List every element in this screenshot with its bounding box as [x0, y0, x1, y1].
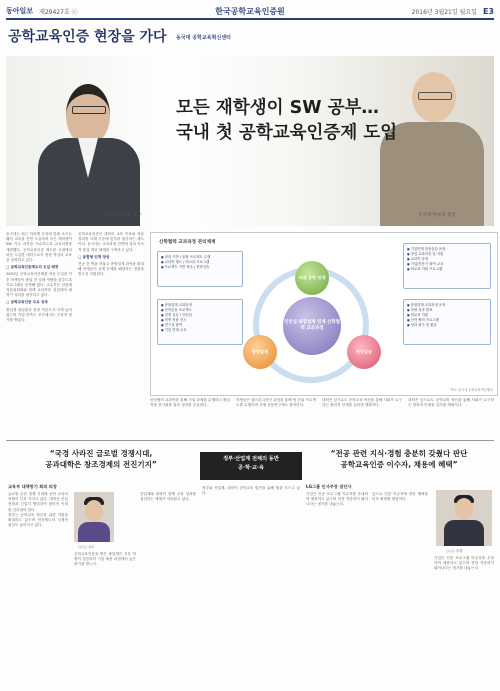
portrait-left — [34, 76, 144, 226]
special-tag: 정부·산업계 전체의 동반 공·학·교·육 — [200, 452, 302, 480]
curriculum-diagram — [150, 232, 498, 396]
masthead-center: 한국공학교육인증원 — [215, 6, 285, 16]
bottom-right-text-3: 기업은 인증 프로그램 이수자를 우대하여 채용하고 있으며 현장 적응력이 뛰어나다는 평가를 내놓는다. — [434, 556, 494, 571]
bottom-left-text-3: 산업계와 대학이 함께 교육 성과를 점검하는 체계가 자리잡고 있다. — [140, 492, 196, 502]
diagram-title: 산학협력 교과과정 관리체계 — [159, 240, 216, 245]
article-column-3: 산학협력 교과목을 통해 기업 과제를 수행하고 졸업 작품 전시회를 열어 성과를 공유한다. — [150, 398, 230, 408]
cycle-node-right: 현장실습 — [347, 335, 381, 369]
masthead-date: 2016년 3월21일 월요일 — [411, 8, 477, 16]
glasses-icon — [72, 106, 106, 114]
bottom-right-headline: “전공 관련 지식·경험 충분히 갖췄다 판단 공학교육인증 이수자, 채용에 혜택” — [330, 449, 468, 469]
diagram-cycle — [239, 263, 387, 391]
cycle-node-top: 미래 공학 인재 — [295, 261, 329, 295]
bottom-left-headline: “국경 사라진 글로벌 경쟁시대, 공과대학은 창조경제의 전진기지” — [45, 449, 157, 469]
diagram-source: 자료: 동국대 공학교육혁신센터 — [449, 388, 493, 392]
diagram-box-bottom-right: ● 종합설계 교과과정 운영 ● 학생 성과 발표 ● 비교과 지원 ● 산학 협력 프로그램 ● 성과 평가 및 환류 — [403, 299, 491, 345]
diagram-box-bottom-left: ● 종합설계 교과과정 ● 산학공동 프로젝트 ● 현장 실습 / 인턴십 ● 학생 작품 전시 ● 연구실 참여 ● 기업 연계 교육 — [157, 299, 243, 345]
diagram-box-top-right: ● 기업연계 현장실습 운영 ● 창업 교과과정 및 지원 ● 교과목 운영 ● 기업/전문가 참여 교육 ● 비교과 지원 프로그램 — [403, 243, 491, 289]
section-divider — [6, 440, 494, 441]
bottom-left-text: 글로벌 무한 경쟁 시대에 공학 교육의 역할이 더욱 커지고 있다. 대학은 산업 현장과 긴밀히 협력하여 창의적 인재를 길러내야 한다. 정부는 공학교육 혁신을 위한 지원을 확대하고 있으며 인증제도의 국제적 위상도 높아지고 있다. — [8, 492, 68, 528]
masthead-brand: 동아일보 — [6, 7, 34, 15]
glasses-icon — [418, 92, 452, 100]
caption-right: 동국대 한보성 총장 — [418, 213, 456, 218]
masthead — [6, 4, 494, 20]
bottom-center-text: 정부와 산업계, 대학이 공학교육 발전을 위해 힘을 모으고 있다. — [202, 486, 300, 496]
bottom-left-portrait — [74, 492, 114, 542]
portrait-left-head — [66, 84, 110, 146]
article-column-1: 동국대는 최근 학과별 특성에 맞춘 소프트웨어 교육을 전면 도입하며 모든 재학생이 SW 기초 과목을 이수하도록 교육과정을 개편했다. 공학교육인증 제도를 국내에서 처음 도입한 대학으로서 현장 중심의 교육을 강화하고 있다. □ 공학교육인증제도의 도입 배경 2001년 공학교육인증제를 처음 도입한 이후 학생들이 졸업 전 설계 역량을 갖추도록 프로그램을 운영해 왔다. 교수진은 산업체 자문위원회와 함께 교과목을 점검하며 매 학기 성과를 평가하고 있다. □ 공학교육인증 주요 성과 졸업생 취업률과 현장 적응도가 크게 높아졌으며 기업 만족도 조사에서도 긍정적 평가를 받았다. — [6, 232, 72, 323]
bottom-left-byline: 교육부 대책방기 회의 의장 — [8, 484, 57, 489]
bottom-right-text-2: 앞으로 인증 이수자에 대한 혜택을 더욱 확대할 방침이다. — [372, 492, 428, 502]
hero-headline — [176, 96, 397, 146]
bottom-left-text-2: 공학교육인증을 받은 졸업생은 기본 역량이 검증되어 기업 채용 과정에서 높은 평가를 받는다. — [74, 552, 136, 567]
bottom-left-portrait-caption: ○○○ 교수 — [78, 545, 95, 549]
bottom-right-portrait — [436, 490, 492, 546]
masthead-issue: 제29427호 ⓒ — [39, 8, 78, 16]
cycle-node-left: 종합설계 — [243, 335, 277, 369]
bottom-right-portrait-caption: ○○○ 부장 — [446, 549, 463, 553]
page-number: E3 — [482, 6, 494, 16]
bottom-right-text: 기업은 인증 프로그램 이수자를 우대하여 채용하고 있으며 현장 적응력이 뛰어나다는 평가를 내놓는다. — [306, 492, 368, 507]
diagram-box-top-left: ● 창의 기반 / 융합 프로젝트 수행 ● 교과목 제도 / 비교과 프로그램 ● 프로젝트 기반 학습 / 현장실습 — [157, 251, 243, 287]
article-column-4: 학생들은 캡스톤디자인 과정을 통해 팀 단위 프로젝트를 수행하며 국제 공동연구에도 참여한다. — [236, 398, 316, 408]
portrait-right — [378, 66, 486, 226]
headline-line-1: 모든 재학생이 SW 공부… — [176, 98, 379, 118]
article-column-6: 대학은 앞으로도 공학교육 혁신을 통해 사회가 요구하는 창의적 인재를 길러낼 계획이다. — [408, 398, 494, 408]
article-column-2: 공학교육인증은 대학의 교육 목표와 학습 성과를 국제 기준에 맞추어 평가하는 제도이다. 동국대는 교육과정 전반에 걸쳐 지속적 품질 개선 체계를 구축하고 있다. □ 융합형 인재 양성 전공 간 벽을 허물고 종합설계 과목을 확대해 학생들이 실제 문제를 해결하는 경험을 쌓도록 지원한다. — [78, 232, 144, 277]
headline-line-2: 국내 첫 공학교육인증제 도입 — [176, 123, 398, 143]
cycle-center: 인턴십·종합설계 연계 산학협력 교과과정 — [283, 297, 341, 355]
bottom-right-byline: LG그룹 인사부장 겸인사 — [306, 484, 352, 489]
caption-left: 동국대 이강우 교수 — [104, 213, 142, 218]
section-subtitle: 동국대 공학교육혁신센터 — [176, 35, 231, 41]
article-column-5: 대학은 앞으로도 공학교육 혁신을 통해 사회가 요구하는 창의적 인재를 길러낼 계획이다. — [322, 398, 402, 408]
section-title: 공학교육인증 현장을 가다 — [8, 29, 167, 45]
